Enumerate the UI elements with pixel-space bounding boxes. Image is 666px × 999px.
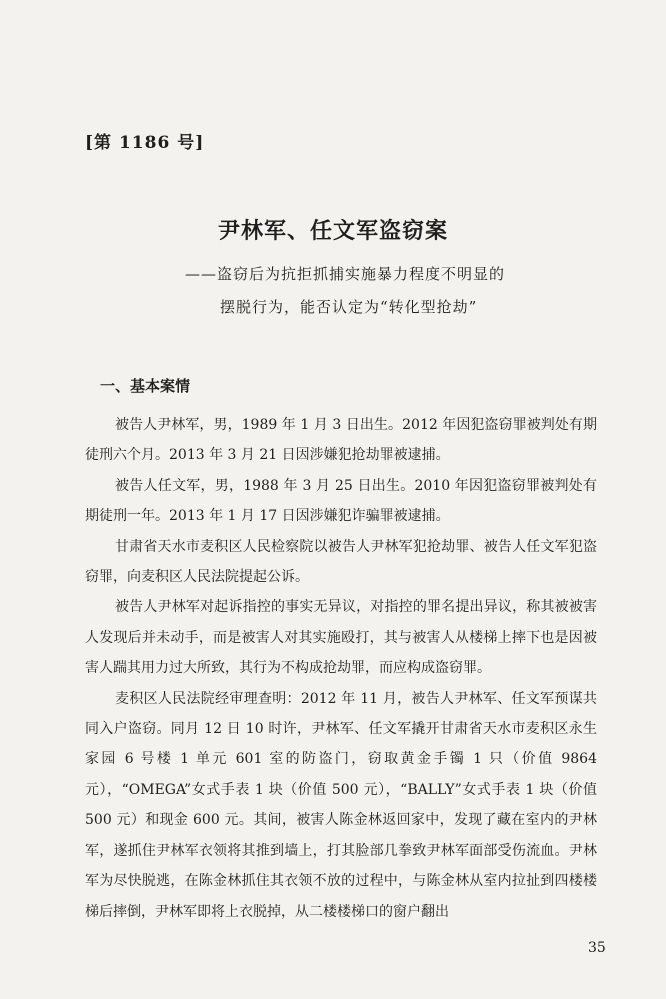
case-subtitle-line-2: 摆脱行为，能否认定为“转化型抢劫” <box>220 298 478 316</box>
paragraph: 麦积区人民法院经审理查明：2012 年 11 月，被告人尹林军、任文军预谋共同入户盗窃。同月 12 日 10 时许，尹林军、任文军撬开甘肃省天水市麦积区永生家园 6 号楼 1 单元 601 室的防盗门，窃取黄金手镯 1 只（价值 9864 元），“OMEGA”女式手表 1 块（价值 500 元），“BALLY”女式手表 1 块（价值 500 元）和现金 600 元。其间，被害人陈金林返回家中，发现了藏在室内的尹林军，遂抓住尹林军衣领将其推到墙上，打其脸部几拳致尹林军面部受伤流血。尹林军为尽快脱逃，在陈金林抓住其衣领不放的过程中，与陈金林从室内拉扯到四楼楼梯后摔倒，尹林军即将上衣脱掉，从二楼楼梯口的窗户翻出 <box>85 690 597 920</box>
case-number: [第 1186 号] <box>85 133 205 153</box>
section-heading: 一、基本案情 <box>100 377 191 395</box>
body-text <box>85 410 597 927</box>
paragraph: 被告人尹林军，男，1989 年 1 月 3 日出生。2012 年因犯盗窃罪被判处有期徒刑六个月。2013 年 3 月 21 日因涉嫌犯抢劫罪被逮捕。 <box>85 417 597 464</box>
case-subtitle-line-1: ——盗窃后为抗拒抓捕实施暴力程度不明显的 <box>185 265 506 283</box>
paragraph: 被告人任文军，男，1988 年 3 月 25 日出生。2010 年因犯盗窃罪被判处有期徒刑一年。2013 年 1 月 17 日因涉嫌犯诈骗罪被逮捕。 <box>85 477 597 525</box>
page-number: 35 <box>588 940 606 956</box>
paragraph: 被告人尹林军对起诉指控的事实无异议，对指控的罪名提出异议，称其被被害人发现后并未动手，而是被害人对其实施殴打，其与被害人从楼梯上摔下也是因被害人踹其用力过大所致，其行为不构成抢劫罪，而应构成盗窃罪。 <box>85 599 597 677</box>
case-title: 尹林军、任文军盗窃案 <box>217 218 448 244</box>
paragraph: 甘肃省天水市麦积区人民检察院以被告人尹林军犯抢劫罪、被告人任文军犯盗窃罪，向麦积区人民法院提起公诉。 <box>85 538 597 586</box>
